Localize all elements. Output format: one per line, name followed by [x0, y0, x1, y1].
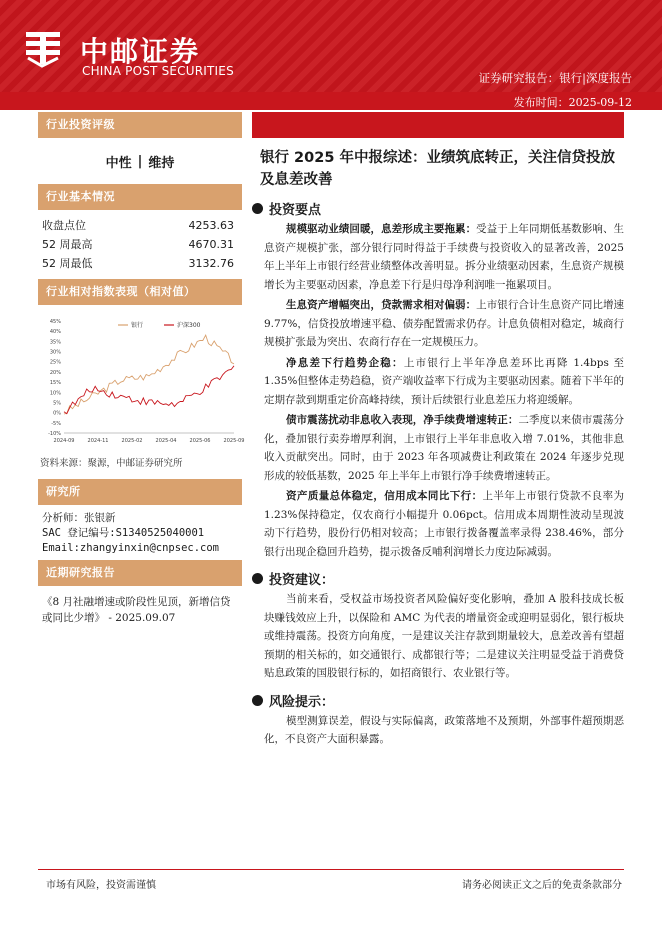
series-line-csi300 — [64, 366, 234, 414]
bullet-icon — [252, 203, 263, 214]
footer-disclaimer: 请务必阅读正文之后的免责条款部分 — [462, 880, 622, 891]
y-tick-label: 0% — [53, 410, 61, 417]
basics-value: 4253.63 — [188, 219, 234, 232]
legend-label: 银行 — [131, 322, 144, 329]
paragraph — [264, 296, 624, 352]
section-heading-text: 风险提示： — [269, 694, 335, 710]
bullet-icon — [252, 573, 263, 584]
brand-name-en: CHINA POST SECURITIES — [82, 64, 234, 78]
report-title: 银行 2025 年中报综述：业绩筑底转正，关注信贷投放及息差改善 — [260, 150, 615, 188]
title-accent-bar — [252, 112, 624, 138]
basics-value: 3132.76 — [188, 257, 234, 270]
x-tick-label: 2025-04 — [155, 438, 177, 444]
paragraph-lead: 净息差下行趋势企稳： — [286, 356, 404, 369]
chart-section-title: 行业相对指数表现（相对值） — [38, 279, 242, 305]
paragraph — [264, 220, 624, 294]
y-tick-label: 5% — [53, 400, 61, 407]
paragraph-lead: 资产质量总体稳定，信用成本同比下行： — [286, 490, 483, 502]
rating-value: 中性 — [105, 155, 132, 171]
x-tick-label: 2025-06 — [189, 438, 211, 444]
paragraph-text: 上市银行上半年净息差环比再降 1.4bps 至 1.35%但整体走势趋稳，资产端收益率下行成为主要驱动因素。随着下半年的定期存款到期重定价高峰持续，预计后续银行业息差压力将迎缓解。 — [264, 356, 624, 406]
section-heading-text: 投资要点 — [269, 203, 322, 218]
paragraph — [264, 411, 624, 485]
y-tick-label: 15% — [49, 380, 61, 387]
y-tick-label: 40% — [49, 329, 61, 336]
paragraph-lead: 债市震荡扰动非息收入表现，净手续费增速转正： — [286, 414, 519, 426]
basics-row — [38, 216, 242, 235]
rating-box — [38, 138, 242, 184]
brand-name-cn: 中邮证券 — [80, 35, 201, 68]
paragraph — [264, 590, 624, 683]
research-section-title: 研究所 — [38, 479, 242, 505]
analyst-info — [38, 505, 242, 560]
paragraph — [264, 712, 624, 749]
publish-date-bar — [0, 92, 662, 110]
basics-row — [38, 235, 242, 254]
analyst-sac: SAC 登记编号:S1340525040001 — [42, 527, 205, 539]
paragraph-text: 受益于上年同期低基数影响、生息资产规模扩张，部分银行同时得益于手续费与投资收入的显著改善，2025 年上半年上市银行经营业绩整体改善明显。拆分业绩驱动因素，生息资产规模增长为主要驱动因素，净息差下行是归母净利润唯一拖累项目。 — [264, 223, 625, 291]
y-tick-label: 10% — [49, 390, 61, 397]
rating-note: 维持 — [148, 155, 175, 171]
analyst-name: 分析师：张银新 — [42, 512, 116, 524]
left-sidebar — [38, 112, 245, 634]
main-content — [252, 112, 624, 749]
line-chart-svg — [38, 311, 245, 451]
footer-divider — [38, 869, 624, 870]
paragraph-lead: 生息资产增幅突出，贷款需求相对偏弱： — [286, 299, 477, 311]
section-heading — [252, 569, 624, 588]
basics-label: 52 周最低 — [42, 257, 93, 270]
y-tick-label: -10% — [48, 431, 61, 437]
x-tick-label: 2024-09 — [53, 438, 75, 444]
paragraph-text: 二季度以来债市震荡分化，叠加银行卖券增厚利润，上市银行上半年非息收入增 7.01%，其他非息收入贡献突出。同时，由于 2023 年各项减费让利政策在 2024 年逐步兑现形成的较低基数，2025 年上半年上市银行净手续费增速转正。 — [264, 414, 625, 482]
y-tick-label: -5% — [51, 420, 61, 427]
y-tick-label: 25% — [49, 359, 61, 366]
footer-risk-note: 市场有风险，投资需谨慎 — [46, 880, 156, 891]
series-line-bank — [64, 335, 234, 414]
basics-table — [38, 216, 242, 273]
y-tick-label: 35% — [49, 339, 61, 346]
y-tick-label: 30% — [49, 349, 61, 356]
recent-reports-title: 近期研究报告 — [38, 560, 242, 586]
paragraph — [264, 354, 624, 410]
publish-date: 发布时间：2025-09-12 — [513, 96, 632, 109]
china-post-logo-icon — [22, 28, 64, 68]
section-heading — [252, 691, 624, 710]
basics-value: 4670.31 — [188, 238, 234, 251]
basics-row — [38, 254, 242, 273]
paragraph-text: 上半年上市银行贷款不良率为 1.23%保持稳定，仅农商行小幅提升 0.06pct。信用成本周期性波动呈现波动下行趋势，股份行仍相对较高；上市银行拨备覆盖率录得 238.46%，部分银行出现企稳回升趋势，提示拨备反哺利润增长力度边际减弱。 — [264, 490, 624, 558]
paragraph-text: 上市银行合计生息资产同比增速 9.77%，信贷投放增速平稳、债券配置需求仍存。计息负债相对稳定，城商行规模扩张最为突出、农商行存在一定规模压力。 — [264, 299, 625, 348]
basics-label: 收盘点位 — [42, 219, 86, 232]
y-tick-label: 45% — [49, 319, 61, 325]
paragraph-text: 当前来看，受权益市场投资者风险偏好变化影响，叠加 A 股科技成长板块赚钱效应上升，以保险和 AMC 为代表的增量资金或迎明显弱化，银行板块或维持震荡。投资方向角度，一是建议关注存款到期量较大，息差改善有望超预期的相关标的，如交通银行、成都银行等；二是建议关注明显受益于消费贷贴息政策的国股银行标的，如招商银行、农业银行等。 — [264, 593, 624, 679]
x-tick-label: 2024-11 — [87, 438, 109, 444]
section-heading — [252, 199, 624, 218]
relative-index-chart — [38, 311, 245, 451]
recent-report-item[interactable]: 《8 月社融增速或阶段性见顶，新增信贷或同比少增》 - 2025.09.07 — [42, 596, 231, 624]
basics-section-title: 行业基本情况 — [38, 184, 242, 210]
paragraph — [264, 487, 624, 561]
analyst-email[interactable]: Email:zhangyinxin@cnpsec.com — [42, 542, 220, 554]
basics-label: 52 周最高 — [42, 238, 93, 251]
section-heading-text: 投资建议： — [269, 573, 335, 588]
y-tick-label: 20% — [49, 369, 61, 376]
report-type-label: 证券研究报告：银行|深度报告 — [478, 71, 632, 85]
legend-label: 沪深300 — [177, 322, 201, 329]
chart-source-note: 资料来源：聚源，中邮证券研究所 — [40, 458, 183, 469]
bullet-icon — [252, 695, 263, 706]
x-tick-label: 2025-09 — [223, 438, 245, 444]
paragraph-text: 模型测算误差，假设与实际偏离，政策落地不及预期，外部事件超预期恶化，不良资产大面积暴露。 — [264, 714, 624, 745]
rating-separator: | — [137, 153, 143, 169]
x-tick-label: 2025-02 — [121, 438, 143, 444]
rating-section-title: 行业投资评级 — [38, 112, 242, 138]
report-header — [0, 0, 662, 92]
paragraph-lead: 规模驱动业绩回暖，息差形成主要拖累： — [286, 223, 477, 235]
